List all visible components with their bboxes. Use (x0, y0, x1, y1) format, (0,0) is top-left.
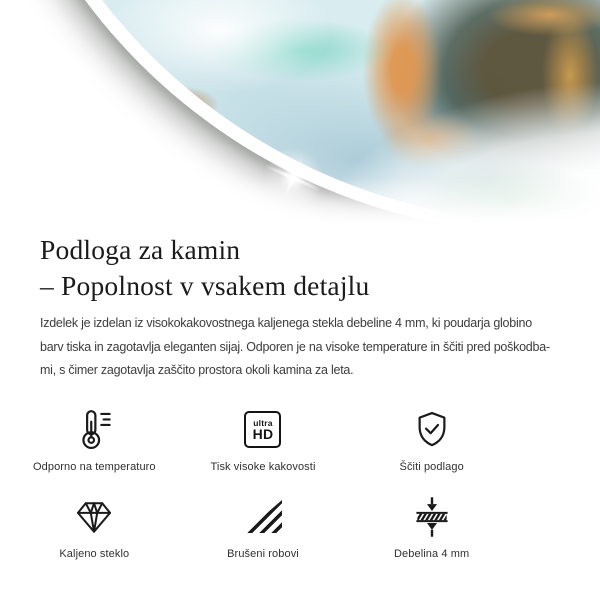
feature-protects (347, 407, 516, 473)
feature-thickness (347, 494, 516, 560)
product-description (40, 312, 570, 383)
shield-check-icon (410, 407, 454, 453)
description-line: mi, s čimer zagotavlja zaščito prostora okoli kamina za leta. (40, 363, 354, 377)
brushed-edges-icon (244, 494, 282, 540)
feature-temperature (10, 407, 179, 473)
ultra-hd-icon: ultra HD (244, 407, 281, 453)
description-line: barv tiska in zagotavlja eleganten sijaj. Odporen je na visoke temperature in ščiti pred poškodba- (40, 339, 550, 354)
page-title-line1: Podloga za kamin (40, 234, 241, 265)
feature-label: Debelina 4 mm (394, 547, 470, 560)
description-line: Izdelek je izdelan iz visokokakovostnega kaljenega stekla debeline 4 mm, ki poudarja globino (40, 316, 532, 330)
page-title (40, 232, 600, 304)
feature-brushed-edges (179, 494, 348, 560)
feature-label: Tisk visoke kakovosti (210, 460, 316, 473)
diamond-icon (72, 494, 116, 540)
feature-grid (10, 407, 516, 560)
feature-label: Ščiti podlago (399, 460, 464, 473)
feature-tempered-glass (10, 494, 179, 560)
thickness-4mm-icon (410, 494, 454, 540)
feature-label: Odporno na temperaturo (32, 460, 156, 473)
feature-label: Brušeni robovi (227, 547, 299, 560)
glass-disc-edge (0, 0, 600, 230)
page-title-line2: – Popolnost v vsakem detajlu (40, 270, 370, 301)
feature-print-quality (179, 407, 348, 473)
marble-print (0, 0, 600, 223)
product-photo (0, 0, 600, 230)
feature-label: Kaljeno steklo (59, 547, 130, 560)
thermometer-icon (72, 407, 116, 453)
